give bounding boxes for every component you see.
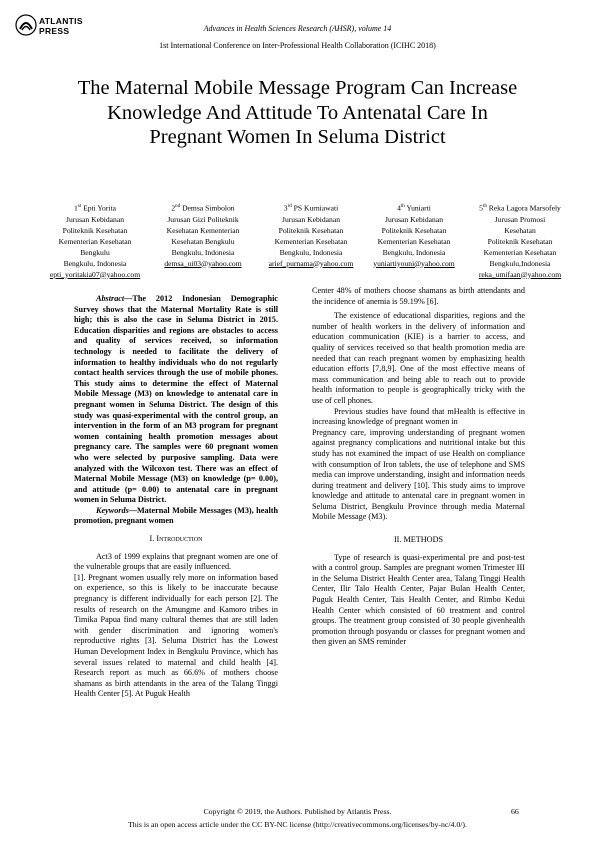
author-affiliation-line: Jurusan Kebidanan — [385, 214, 443, 224]
author-email-link[interactable]: epti_yoritakia07@yahoo.com — [49, 269, 141, 279]
section-heading-methods: II. METHODS — [393, 535, 444, 545]
author-affiliation-line: Kementerian Kesehatan — [58, 236, 132, 246]
author-affiliation-line: Bengkulu, Indonesia — [171, 247, 235, 257]
author-affiliation-line: Jurusan Gizi Politeknik — [167, 214, 239, 224]
logo-brand-line2: PRESS — [39, 26, 70, 36]
paper-title: The Maternal Mobile Message Program Can Increase Knowledge And Attitude To Antenatal Care In Pregnant Women In Seluma District — [77, 77, 518, 148]
section-heading-introduction — [74, 534, 278, 545]
author-name: PS Kurniawati — [293, 203, 339, 213]
author-affiliation-line: Politeknik Kesehatan — [381, 225, 447, 235]
author-block-3 — [255, 201, 367, 269]
author-affiliation-line: Kementerian Kesehatan — [377, 236, 451, 246]
body-paragraph: [1]. Pregnant women usually rely more on information based on experience, so this is likely to be inaccurate because pregnancy is different individually for each person [2]. The results of research on the Amungme and Kamoro tribes in Timika Papua find many cultural themes that are still laden with gender discrimination and ignoring women's reproductive rights [3]. Seluma District has the Lowest Human Development Index in Bengkulu Province, which has several issues related to maternal and child health [4]. Research report as much as 66.6% of mothers choose shamans as birth attendants in the area of the Talang Tinggi Health Center [5]. At Puguk Health — [74, 572, 278, 699]
right-column — [312, 286, 525, 648]
copyright-notice: Copyright © 2019, the Authors. Published by Atlantis Press. — [203, 807, 392, 816]
body-paragraph: Previous studies have found that mHealth is effective in increasing knowledge of pregnant women in — [312, 406, 525, 427]
author-block-4 — [360, 201, 468, 269]
author-number: 1 — [74, 203, 78, 213]
author-number: 2 — [171, 203, 176, 213]
author-sup: st — [77, 204, 82, 209]
author-sup: nd — [175, 204, 181, 209]
author-block-2 — [148, 201, 258, 269]
body-paragraph: Act3 of 1999 explains that pregnant women are one of the vulnerable groups that are easily influenced. — [74, 551, 278, 572]
author-number: 3 — [283, 203, 288, 213]
left-column — [74, 294, 278, 700]
abstract — [74, 294, 278, 506]
author-affiliation-line: Kesehatan Kementerian — [166, 225, 240, 235]
abstract-label: Abstract — [96, 294, 125, 303]
author-affiliation-line: Politeknik Kesehatan — [278, 225, 344, 235]
author-affiliation-line: Kesehatan Bengkulu — [171, 236, 235, 246]
author-email-link[interactable]: yuniartiyouni@yahoo.com — [373, 258, 455, 268]
author-name: Reka Lagora Marsofely — [488, 203, 561, 213]
author-affiliation-line: Jurusan Promosi — [494, 214, 546, 224]
abstract-text: —The 2012 Indonesian Demographic Survey shows that the Maternal Mortality Rate is still high; this is also the case in Seluma District in 2015. Education disparities and regions are obstacles to access and quality of services received, so information technology is needed to facilitate the delivery of information to healthy individuals who do not regularly contact health services through the use of mobile phones. This study aims to determine the effect of Maternal Mobile Message (M3) on knowledge to antenatal care in pregnant women in Seluma District. The design of this study was quasi-experimental with the control group, an intervention in the form of an M3 program for pregnant women containing health promotion messages about pregnancy care. The samples were 60 pregnant women who were selected by purposive sampling. Data were analyzed with the Wilcoxon test. There was an effect of Maternal Mobile Message (M3) on knowledge (p= 0.00), and attitude (p= 0.00) to antenatal care in pregnant women in Seluma District. — [74, 294, 278, 505]
keywords-label: Keywords — [96, 505, 129, 515]
conference-header: 1st International Conference on Inter-Professional Health Collaboration (ICIHC 2018) — [159, 41, 436, 50]
section-title: Introduction — [156, 534, 203, 544]
license-notice: This is an open access article under the CC BY-NC license (http://creativecommons.org/licenses/by-nc/4.0/). — [128, 820, 467, 829]
author-email-link[interactable]: arief_purnama@yahoo.com — [268, 258, 354, 268]
author-sup: rd — [287, 204, 292, 209]
author-number: 4 — [397, 203, 401, 213]
body-paragraph: The existence of educational disparities, regions and the number of health workers in the delivery of information and education communication (KIE) is a barrier to access, and quality of services received so that health promotion media are needed that can reach pregnant women by emphasizing health education efforts [7,8,9]. One of the most effective means of mass communication and being able to reach out to provide health information to people is geographically tricky with the use of cell phones. — [312, 311, 525, 405]
keywords-text: —Maternal Mobile Messages (M3), health promotion, pregnant women — [74, 505, 278, 526]
author-affiliation-line: Kementerian Kesehatan — [274, 236, 348, 246]
author-name: Yuniarti — [406, 203, 431, 213]
author-affiliation-line: Politeknik Kesehatan — [62, 225, 128, 235]
author-email-link[interactable]: reka_umifaan@yahoo.com — [478, 269, 562, 279]
author-block-5 — [462, 201, 578, 280]
author-email-link[interactable]: demsa_ui03@yahoo.com — [164, 258, 242, 268]
author-sup: th — [482, 204, 487, 209]
author-number: 5 — [479, 203, 483, 213]
author-name: Epti Yorita — [83, 203, 116, 213]
page-number: 66 — [511, 807, 519, 816]
author-affiliation-line: Jurusan Kebidanan — [282, 214, 340, 224]
body-paragraph: Pregnancy care, improving understanding of pregnant women against pregnancy complications and nutritional intake but this study has not examined the impact of use Health on compliance with consumption of Iron tablets, the use of telephone and SMS media can improve understanding, insight and information needs during treatment and delivery [10]. This study aims to improve knowledge and attitude to antenatal care in pregnant women in Seluma District, Bengkulu Province through media Maternal Mobile Message (M3). — [312, 427, 525, 522]
section-number: I. — [149, 534, 155, 544]
author-affiliation-line: Jurusan Kebidanan — [66, 214, 124, 224]
keywords — [74, 506, 278, 527]
author-affiliation-line: Bengkulu,Indonesia — [489, 258, 551, 268]
journal-header: Advances in Health Sciences Research (AHSR), volume 14 — [203, 24, 392, 33]
author-affiliation-line: Bengkulu, Indonesia — [382, 247, 446, 257]
body-paragraph: Center 48% of mothers choose shamans as birth attendants and the incidence of anemia is 59.19% [6]. — [312, 286, 525, 306]
author-name: Demsa Simbolon — [182, 203, 235, 213]
author-affiliation-line: Kesehatan — [504, 225, 536, 235]
body-paragraph: Type of research is quasi-experimental pre and post-test with a control group. Samples are pregnant women Trimester III in the Seluma District Health Center area, Talang Tinggi Health Center, Ilir Talo Health Center, Pajar Bulan Health Center, Puguk Health Center, Tais Health Center, and Rimbo Kedui Health Center which consisted of 60 treatment and control groups. The treatment group consisted of 30 people givenhealth promotion through posyandu or classes for pregnant women and then given an SMS reminder — [312, 552, 525, 647]
author-sup: th — [400, 204, 405, 209]
author-affiliation-line: Politeknik Kesehatan — [487, 236, 553, 246]
author-affiliation-line: Bengkulu — [80, 247, 110, 257]
logo-brand-line1: ATLANTIS — [39, 16, 83, 26]
author-affiliation-line: Bengkulu, Indonesia — [63, 258, 127, 268]
author-affiliation-line: Kementerian Kesehatan — [483, 247, 557, 257]
author-block-1 — [40, 201, 150, 280]
author-affiliation-line: Bengkulu, Indonesia — [279, 247, 343, 257]
